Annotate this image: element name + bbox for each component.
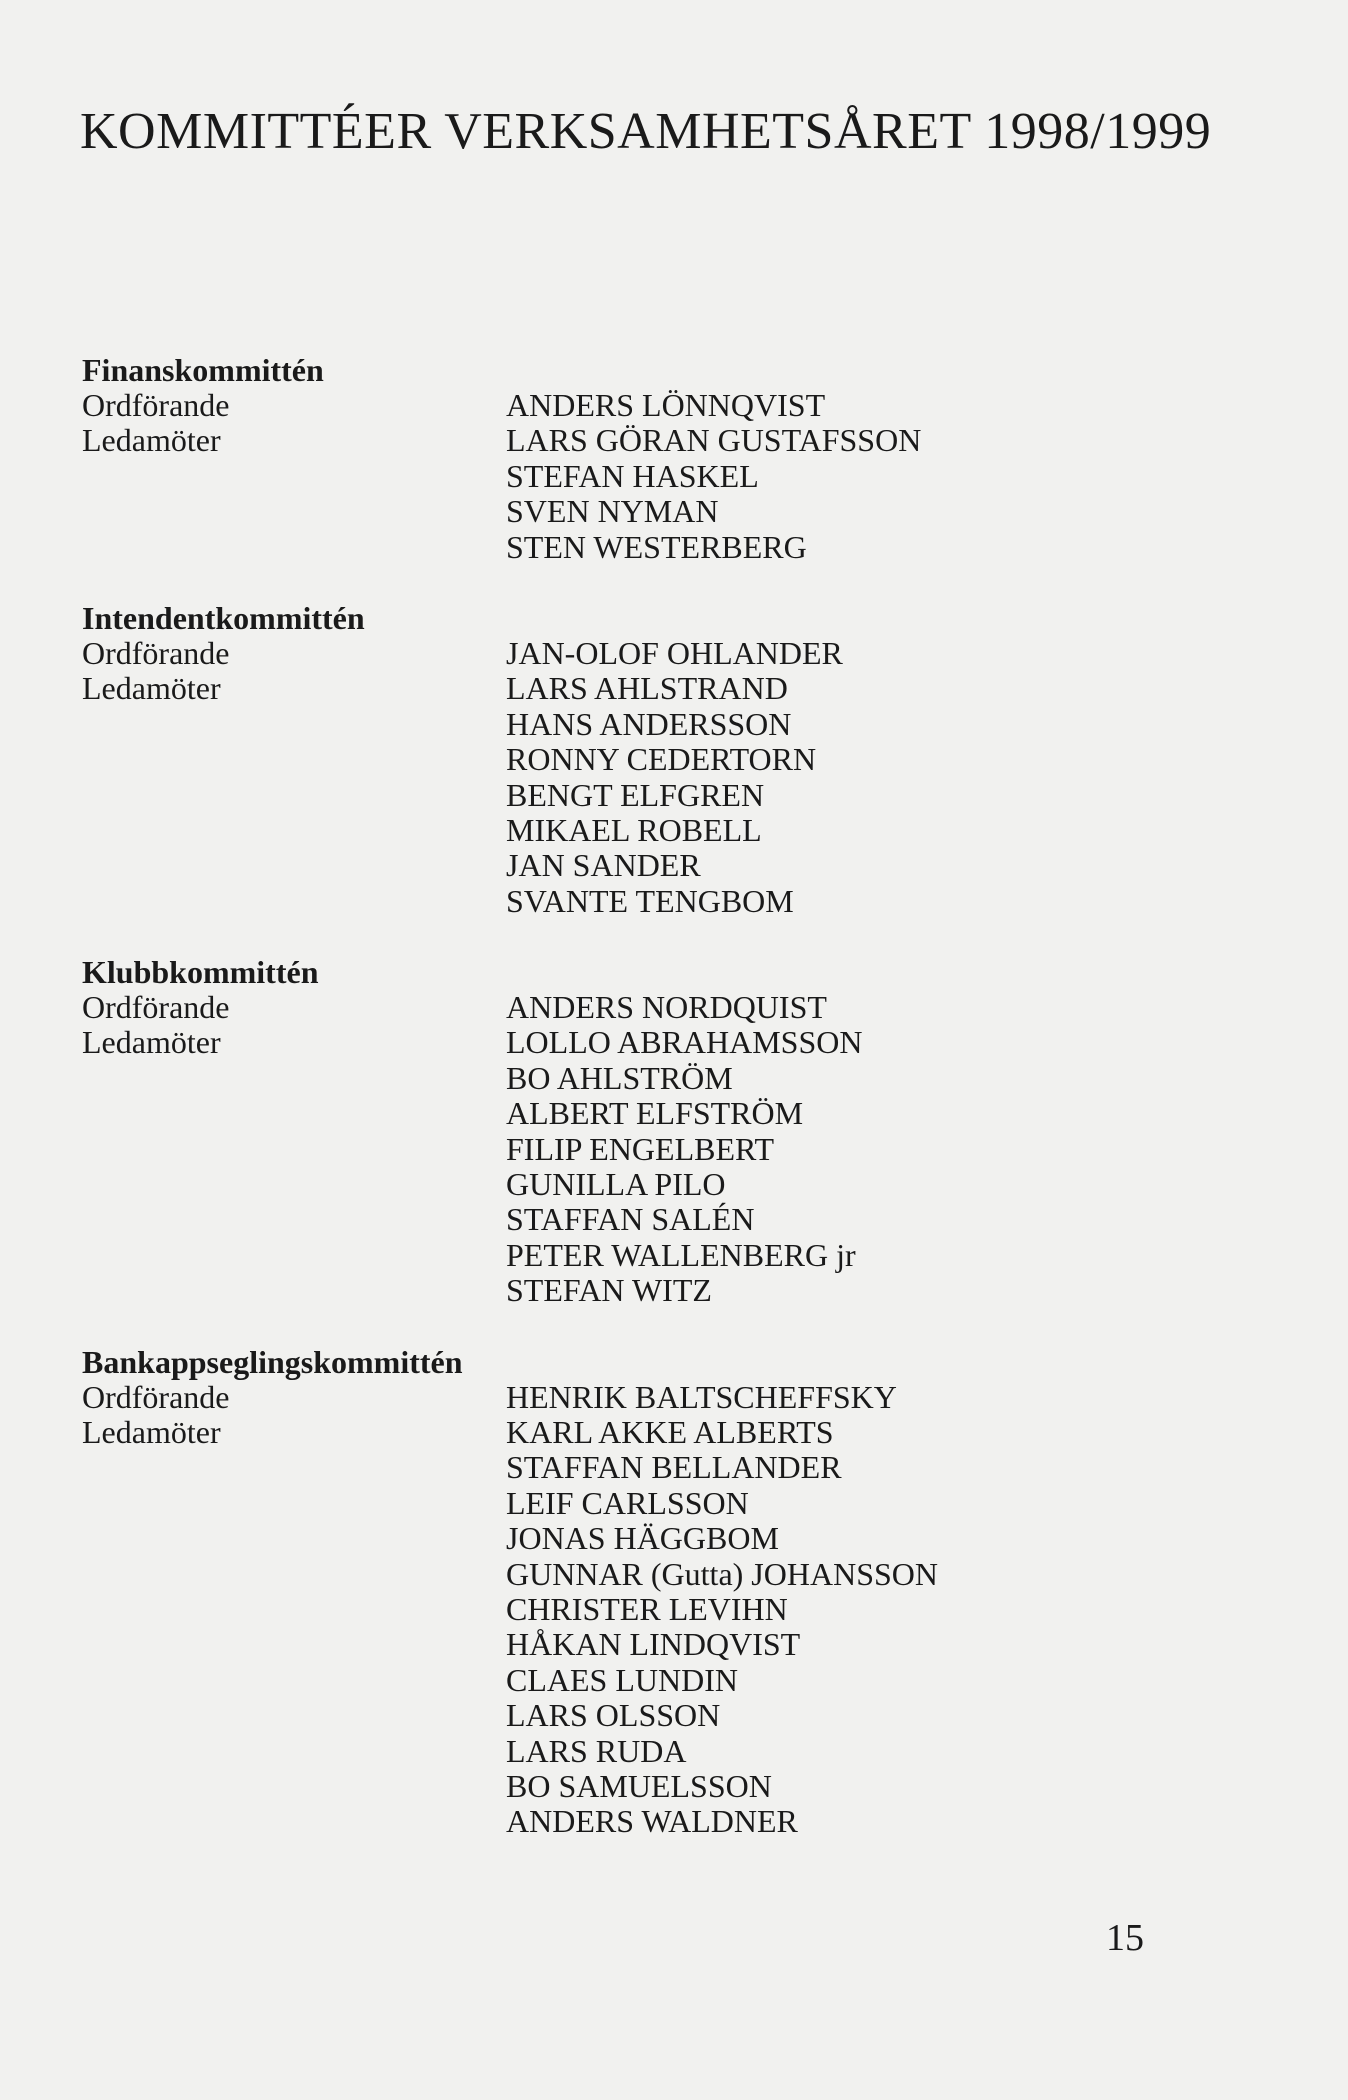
- chair-label: Ordförande: [82, 634, 230, 671]
- member-name: MIKAEL ROBELL: [506, 811, 762, 848]
- member-name: SVANTE TENGBOM: [506, 882, 794, 919]
- page-number: 15: [1106, 1917, 1144, 1959]
- chair-name: HENRIK BALTSCHEFFSKY: [506, 1378, 897, 1415]
- member-name: PETER WALLENBERG jr: [506, 1236, 856, 1273]
- role-column: [82, 636, 482, 707]
- members-label: Ledamöter: [82, 1024, 221, 1061]
- member-name: BENGT ELFGREN: [506, 776, 765, 813]
- role-column: [82, 1380, 482, 1451]
- role-column: [82, 388, 482, 459]
- member-name: LARS GÖRAN GUSTAFSSON: [506, 422, 922, 459]
- chair-label: Ordförande: [82, 1378, 230, 1415]
- member-name: CHRISTER LEVIHN: [506, 1590, 788, 1627]
- member-name: ALBERT ELFSTRÖM: [506, 1095, 804, 1132]
- member-name: LARS AHLSTRAND: [506, 670, 788, 707]
- member-name: GUNILLA PILO: [506, 1166, 726, 1203]
- committee-name: Klubbkommittén: [82, 954, 319, 991]
- member-name: BO SAMUELSSON: [506, 1767, 772, 1804]
- member-name: ANDERS WALDNER: [506, 1803, 798, 1840]
- member-name: LARS OLSSON: [506, 1697, 721, 1734]
- member-name: LOLLO ABRAHAMSSON: [506, 1024, 863, 1061]
- name-column: [506, 388, 1262, 565]
- committee-intendent: [82, 600, 1262, 919]
- member-name: STAFFAN BELLANDER: [506, 1449, 842, 1486]
- chair-label: Ordförande: [82, 387, 230, 423]
- members-label: Ledamöter: [82, 670, 221, 707]
- committee-finans: [82, 352, 1262, 565]
- chair-name: ANDERS LÖNNQVIST: [506, 387, 826, 423]
- committee-rows: [82, 388, 1262, 565]
- member-name: STAFFAN SALÉN: [506, 1201, 755, 1238]
- member-name: SVEN NYMAN: [506, 493, 719, 530]
- member-name: LARS RUDA: [506, 1732, 687, 1769]
- page-title: KOMMITTÉER VERKSAMHETSÅRET 1998/1999: [80, 103, 1212, 160]
- chair-label: Ordförande: [82, 989, 230, 1026]
- committee-rows: [82, 990, 1262, 1309]
- member-name: STEN WESTERBERG: [506, 528, 807, 565]
- committee-list: [82, 352, 1262, 1840]
- member-name: STEFAN HASKEL: [506, 457, 759, 494]
- committee-name: Finanskommittén: [82, 352, 324, 388]
- role-column: [82, 990, 482, 1061]
- committee-name: Intendentkommittén: [82, 599, 365, 636]
- committee-rows: [82, 1380, 1262, 1840]
- member-name: FILIP ENGELBERT: [506, 1130, 774, 1167]
- members-label: Ledamöter: [82, 422, 221, 459]
- name-column: [506, 636, 1262, 919]
- member-name: HANS ANDERSSON: [506, 705, 792, 742]
- member-name: STEFAN WITZ: [506, 1272, 712, 1309]
- committee-rows: [82, 636, 1262, 919]
- member-name: CLAES LUNDIN: [506, 1661, 738, 1698]
- member-name: KARL AKKE ALBERTS: [506, 1413, 834, 1450]
- member-name: LEIF CARLSSON: [506, 1484, 749, 1521]
- chair-name: JAN-OLOF OHLANDER: [506, 634, 843, 671]
- member-name: RONNY CEDERTORN: [506, 741, 817, 778]
- name-column: [506, 990, 1262, 1309]
- members-label: Ledamöter: [82, 1413, 221, 1450]
- committee-name: Bankappseglingskommittén: [82, 1343, 463, 1380]
- chair-name: ANDERS NORDQUIST: [506, 989, 827, 1026]
- member-name: HÅKAN LINDQVIST: [506, 1626, 801, 1663]
- member-name: GUNNAR (Gutta) JOHANSSON: [506, 1555, 938, 1592]
- member-name: BO AHLSTRÖM: [506, 1059, 733, 1096]
- committee-klubb: [82, 954, 1262, 1309]
- committee-bankappsegling: [82, 1344, 1262, 1840]
- member-name: JAN SANDER: [506, 847, 701, 884]
- member-name: JONAS HÄGGBOM: [506, 1520, 779, 1557]
- name-column: [506, 1380, 1262, 1840]
